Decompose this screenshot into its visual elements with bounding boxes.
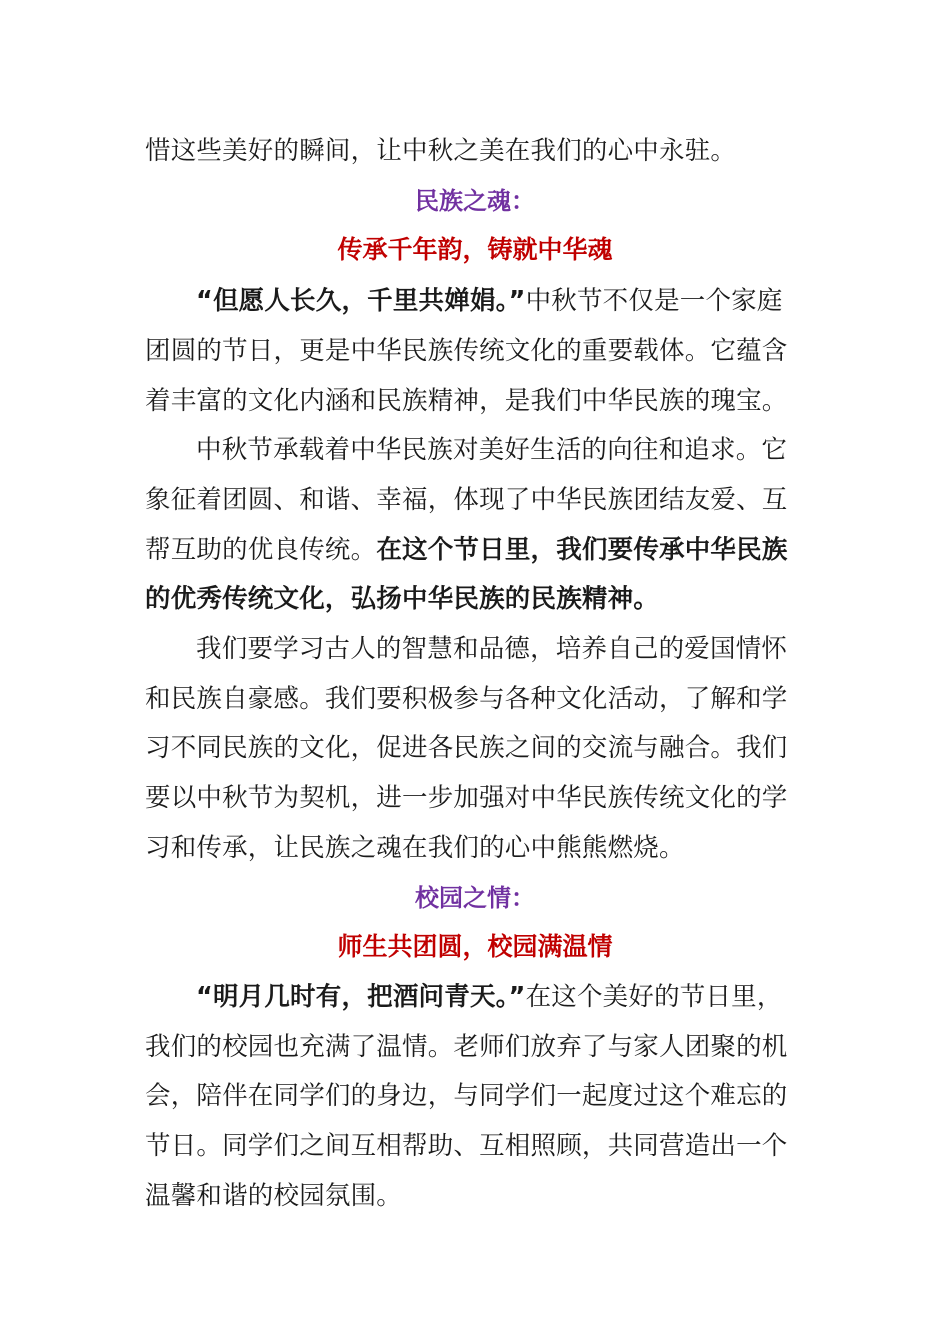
paragraph-line [196, 980, 815, 1014]
quote-text: “但愿人长久，千里共婵娟。” [196, 286, 526, 316]
quote-text: “明月几时有，把酒问青天。” [196, 982, 526, 1012]
paragraph-line: 团圆的节日，更是中华民族传统文化的重要载体。它蕴含 [145, 336, 788, 366]
paragraph-line: 着丰富的文化内涵和民族精神，是我们中华民族的瑰宝。 [145, 386, 788, 416]
section-subtitle-xiaoyuan: 师生共团圆，校园满温情 [337, 932, 613, 961]
paragraph-text: 中秋节不仅是一个家庭 [525, 286, 783, 316]
paragraph-line: 温馨和谐的校园氛围。 [145, 1181, 403, 1211]
emphasis-line: 的优秀传统文化，弘扬中华民族的民族精神。 [145, 584, 660, 614]
paragraph-line [145, 533, 815, 567]
paragraph-line: 习和传承，让民族之魂在我们的心中熊熊燃烧。 [145, 833, 685, 863]
paragraph-line: 我们的校园也充满了温情。老师们放弃了与家人团聚的机 [145, 1032, 788, 1062]
paragraph-line: 我们要学习古人的智慧和品德，培养自己的爱国情怀 [196, 634, 788, 664]
section-subtitle-minzu: 传承千年韵，铸就中华魂 [337, 235, 613, 264]
paragraph-line: 要以中秋节为契机，进一步加强对中华民族传统文化的学 [145, 783, 788, 813]
section-title-minzu: 民族之魂： [415, 187, 535, 215]
paragraph-text: 帮互助的优良传统。 [145, 535, 377, 565]
paragraph-line: 中秋节承载着中华民族对美好生活的向往和追求。它 [196, 435, 788, 465]
paragraph-text: 在这个美好的节日里， [525, 982, 783, 1012]
paragraph-line: 节日。同学们之间互相帮助、互相照顾，共同营造出一个 [145, 1131, 788, 1161]
paragraph-line: 习不同民族的文化，促进各民族之间的交流与融合。我们 [145, 733, 788, 763]
paragraph-line: 和民族自豪感。我们要积极参与各种文化活动，了解和学 [145, 684, 788, 714]
emphasis-text: 在这个节日里，我们要传承中华民族 [376, 535, 788, 565]
paragraph-line: 象征着团圆、和谐、幸福，体现了中华民族团结友爱、互 [145, 485, 788, 515]
section-title-xiaoyuan: 校园之情： [415, 884, 535, 912]
paragraph-line: 会，陪伴在同学们的身边，与同学们一起度过这个难忘的 [145, 1081, 788, 1111]
paragraph-line [196, 284, 815, 318]
paragraph-line: 惜这些美好的瞬间，让中秋之美在我们的心中永驻。 [145, 136, 737, 166]
